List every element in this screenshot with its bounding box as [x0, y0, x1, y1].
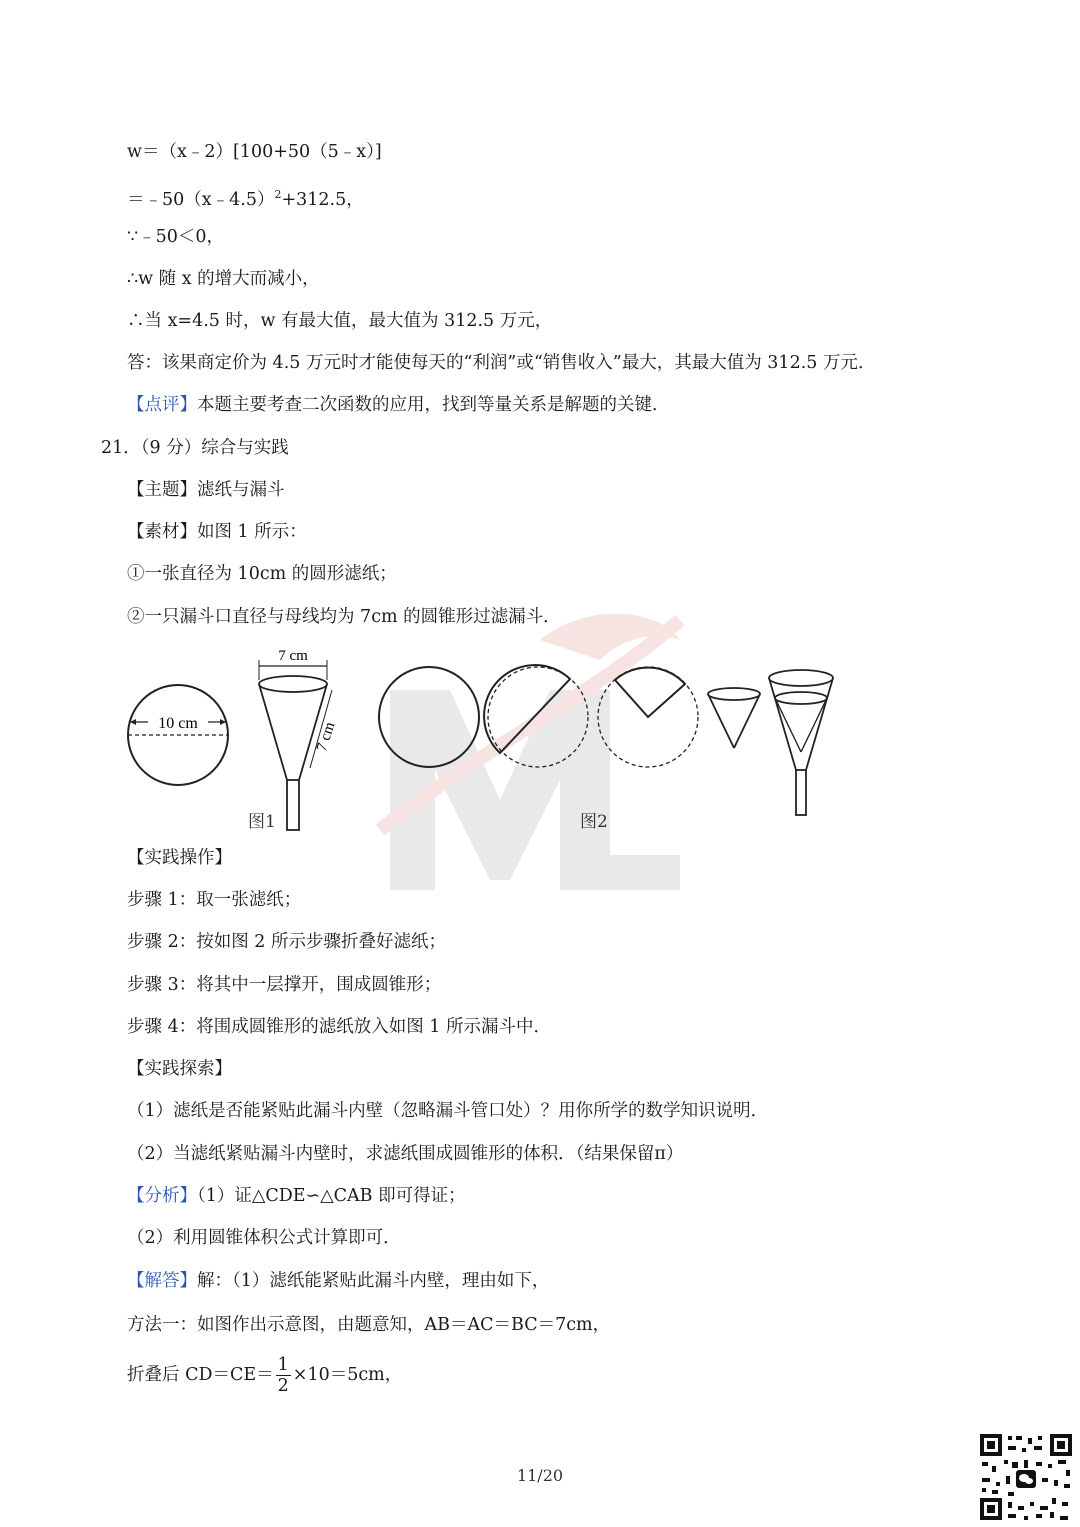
therefore-max: ∴当 x=4.5 时，w 有最大值，最大值为 312.5 万元， [127, 311, 553, 331]
question-part-2: （2）当滤纸紧贴漏斗内壁时，求滤纸围成圆锥形的体积．（结果保留π） [127, 1144, 684, 1164]
folded-lengths-line: 折叠后 CD＝CE＝ $\frac{1}{2}$ ×10＝5cm， [127, 1355, 403, 1396]
step-3: 步骤 3：将其中一层撑开，围成圆锥形； [127, 975, 442, 995]
material-line: 【素材】如图 1 所示： [127, 522, 307, 542]
label-10cm: 10 cm [158, 715, 198, 732]
question-21-title: 21．（9 分）综合与实践 [101, 438, 289, 458]
label-7cm-side: 7 cm [314, 720, 339, 754]
because-statement: ∵﹣50＜0， [127, 227, 225, 247]
label-7cm-top: 7 cm [278, 648, 308, 664]
topic-line: 【主题】滤纸与漏斗 [127, 480, 285, 500]
page-number: 11/20 [516, 1466, 564, 1485]
equation-w: w＝（x﹣2）[100+50（5﹣x）] [127, 142, 382, 162]
analysis-tag: 【分析】 [127, 1186, 197, 1206]
equation-vertex-form: ＝﹣50（x﹣4.5）$^2$+312.5， [127, 188, 364, 210]
caption-figure-2: 图2 [580, 812, 608, 832]
comment-line: 【点评】本题主要考查二次函数的应用，找到等量关系是解题的关键． [127, 395, 670, 415]
caption-figure-1: 图1 [248, 812, 276, 832]
fraction-one-half: $\frac{1}{2}$ [277, 1355, 289, 1396]
solution-line: 【解答】解：（1）滤纸能紧贴此漏斗内壁，理由如下， [127, 1271, 550, 1291]
method-one-line: 方法一：如图作出示意图，由题意知，AB＝AC＝BC＝7cm， [127, 1315, 611, 1335]
material-item-2: ②一只漏斗口直径与母线均为 7cm 的圆锥形过滤漏斗． [127, 607, 561, 627]
answer-statement: 答：该果商定价为 4.5 万元时才能使每天的“利润”或“销售收入”最大，其最大值为 312.5 万元． [127, 353, 876, 373]
step-1: 步骤 1：取一张滤纸； [127, 890, 302, 910]
qr-code [978, 1432, 1074, 1522]
solution-tag: 【解答】 [127, 1271, 197, 1291]
question-part-1: （1）滤纸是否能紧贴此漏斗内壁（忽略漏斗管口处）？用你所学的数学知识说明． [127, 1101, 769, 1121]
figure-filter-and-funnel [120, 640, 850, 840]
step-2: 步骤 2：按如图 2 所示步骤折叠好滤纸； [127, 932, 446, 952]
practice-operation-heading: 【实践操作】 [127, 848, 232, 868]
analysis-line-2: （2）利用圆锥体积公式计算即可． [127, 1228, 401, 1248]
therefore-decrease: ∴w 随 x 的增大而减小， [127, 269, 320, 289]
material-item-1: ①一张直径为 10cm 的圆形滤纸； [127, 564, 397, 584]
analysis-line: 【分析】（1）证△CDE∽△CAB 即可得证； [127, 1186, 466, 1206]
comment-tag: 【点评】 [127, 395, 197, 415]
step-4: 步骤 4：将围成圆锥形的滤纸放入如图 1 所示漏斗中． [127, 1017, 551, 1037]
practice-explore-heading: 【实践探索】 [127, 1059, 232, 1079]
